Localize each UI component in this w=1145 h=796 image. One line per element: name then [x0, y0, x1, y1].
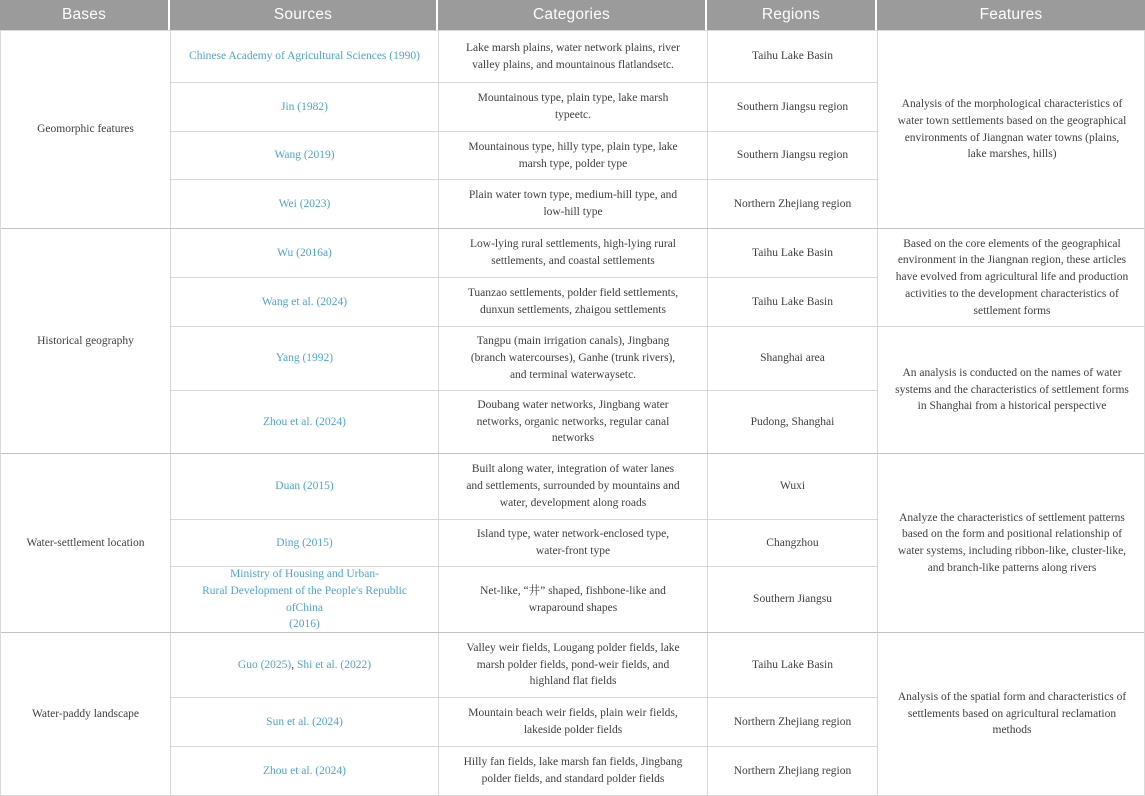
category-cell: Lake marsh plains, water network plains, river valley plains, and mountainous flatlandsetc.	[439, 31, 708, 83]
source-link[interactable]: Wei (2023)	[278, 197, 331, 210]
category-cell: Hilly fan fields, lake marsh fan fields, Jingbang polder fields, and standard polder fields	[439, 747, 708, 795]
source-cell	[171, 278, 439, 327]
region-cell: Northern Zhejiang region	[708, 698, 878, 747]
source-link[interactable]: Guo (2025)	[237, 658, 292, 671]
region-cell: Taihu Lake Basin	[708, 229, 878, 278]
block-historical-geography	[1, 229, 1144, 454]
source-link[interactable]: Chinese Academy of Agricultural Sciences (1990)	[189, 50, 420, 63]
features-cell: Analysis of the spatial form and characteristics of settlements based on agricultural reclamation methods	[897, 690, 1127, 737]
region-cell: Taihu Lake Basin	[708, 278, 878, 327]
source-link[interactable]: Shi et al. (2022)	[296, 658, 372, 671]
source-cell	[171, 391, 439, 453]
source-cell	[171, 180, 439, 228]
source-link-line: (2016)	[289, 618, 320, 631]
source-link-line: Rural Development of the People's Republic ofChina	[202, 584, 407, 614]
category-cell: Island type, water network-enclosed type, water-front type	[439, 520, 708, 567]
region-cell: Southern Jiangsu region	[708, 83, 878, 132]
bases-cell: Water-settlement location	[1, 454, 171, 632]
category-cell: Doubang water networks, Jingbang water networks, organic networks, regular canal networks	[439, 391, 708, 453]
category-cell: Mountainous type, plain type, lake marsh typeetc.	[439, 83, 708, 132]
source-link[interactable]: Zhou et al. (2024)	[262, 764, 347, 777]
block-water-paddy-landscape	[1, 633, 1144, 795]
source-link[interactable]: Duan (2015)	[275, 480, 334, 493]
source-link[interactable]: Jin (1982)	[281, 100, 328, 113]
source-cell	[171, 132, 439, 180]
header-sources: Sources	[170, 0, 438, 30]
category-cell: Tangpu (main irrigation canals), Jingbang (branch watercourses), Ganhe (trunk rivers), and terminal waterwaysetc.	[439, 327, 708, 391]
source-cell	[171, 633, 439, 698]
block-geomorphic-features	[1, 31, 1144, 229]
header-bases: Bases	[0, 0, 170, 30]
header-features: Features	[877, 0, 1145, 30]
source-link[interactable]: Wang et al. (2024)	[261, 295, 348, 308]
bases-cell: Geomorphic features	[1, 31, 171, 228]
region-cell: Taihu Lake Basin	[708, 633, 878, 698]
header-categories: Categories	[438, 0, 707, 30]
category-cell: Net-like, “井” shaped, fishbone-like and wraparound shapes	[439, 567, 708, 632]
table-header	[0, 0, 1145, 30]
source-cell	[171, 747, 439, 795]
category-cell: Tuanzao settlements, polder field settlements, dunxun settlements, zhaigou settlements	[439, 278, 708, 327]
source-link[interactable]: Yang (1992)	[275, 352, 334, 365]
features-cell: An analysis is conducted on the names of water systems and the characteristics of settlement forms in Shanghai from a historical perspective	[895, 366, 1129, 413]
category-cell: Mountainous type, hilly type, plain type, lake marsh type, polder type	[439, 132, 708, 180]
block-water-settlement-location	[1, 454, 1144, 633]
source-link[interactable]: Zhou et al. (2024)	[262, 415, 347, 428]
region-cell: Taihu Lake Basin	[708, 31, 878, 83]
header-regions: Regions	[707, 0, 877, 30]
category-cell: Valley weir fields, Lougang polder fields, lake marsh polder fields, pond-weir fields, and highland flat fields	[439, 633, 708, 698]
category-cell: Built along water, integration of water lanes and settlements, surrounded by mountains and water, development along roads	[439, 454, 708, 520]
category-cell: Plain water town type, medium-hill type, and low-hill type	[439, 180, 708, 228]
bases-cell: Historical geography	[1, 229, 171, 453]
category-cell: Mountain beach weir fields, plain weir fields, lakeside polder fields	[439, 698, 708, 747]
region-cell: Northern Zhejiang region	[708, 747, 878, 795]
source-cell	[171, 454, 439, 520]
region-cell: Pudong, Shanghai	[708, 391, 878, 453]
source-separator: ,	[291, 658, 297, 671]
source-link[interactable]	[189, 567, 420, 632]
region-cell: Changzhou	[708, 520, 878, 567]
source-cell	[171, 83, 439, 132]
source-link[interactable]: Wu (2016a)	[277, 246, 332, 259]
region-cell: Shanghai area	[708, 327, 878, 391]
source-link[interactable]: Wang (2019)	[274, 149, 335, 162]
source-cell	[171, 31, 439, 83]
category-cell: Low-lying rural settlements, high-lying rural settlements, and coastal settlements	[439, 229, 708, 278]
features-cell: Based on the core elements of the geographical environment in the Jiangnan region, these articles have evolved from agricultural life and production activities to the development characteristics of settlement forms	[878, 229, 1145, 327]
source-cell	[171, 567, 439, 632]
features-cell: Analyze the characteristics of settlement patterns based on the form and positional relationship of water systems, including ribbon-like, cluster-like, and branch-like patterns along rivers	[897, 511, 1127, 574]
source-link[interactable]: Sun et al. (2024)	[266, 715, 343, 728]
source-cell	[171, 698, 439, 747]
table-body	[0, 30, 1145, 796]
region-cell: Wuxi	[708, 454, 878, 520]
bases-cell: Water-paddy landscape	[1, 633, 171, 795]
region-cell: Northern Zhejiang region	[708, 180, 878, 228]
source-cell	[171, 520, 439, 567]
source-links-group	[238, 657, 371, 674]
source-link-line: Ministry of Housing and Urban-	[230, 568, 379, 581]
source-cell	[171, 229, 439, 278]
features-cell: Analysis of the morphological characteristics of water town settlements based on the geographical environments of Jiangnan water towns (plains, lake marshes, hills)	[897, 98, 1127, 161]
source-cell	[171, 327, 439, 391]
region-cell: Southern Jiangsu region	[708, 132, 878, 180]
region-cell: Southern Jiangsu	[708, 567, 878, 632]
source-link[interactable]: Ding (2015)	[276, 536, 333, 549]
